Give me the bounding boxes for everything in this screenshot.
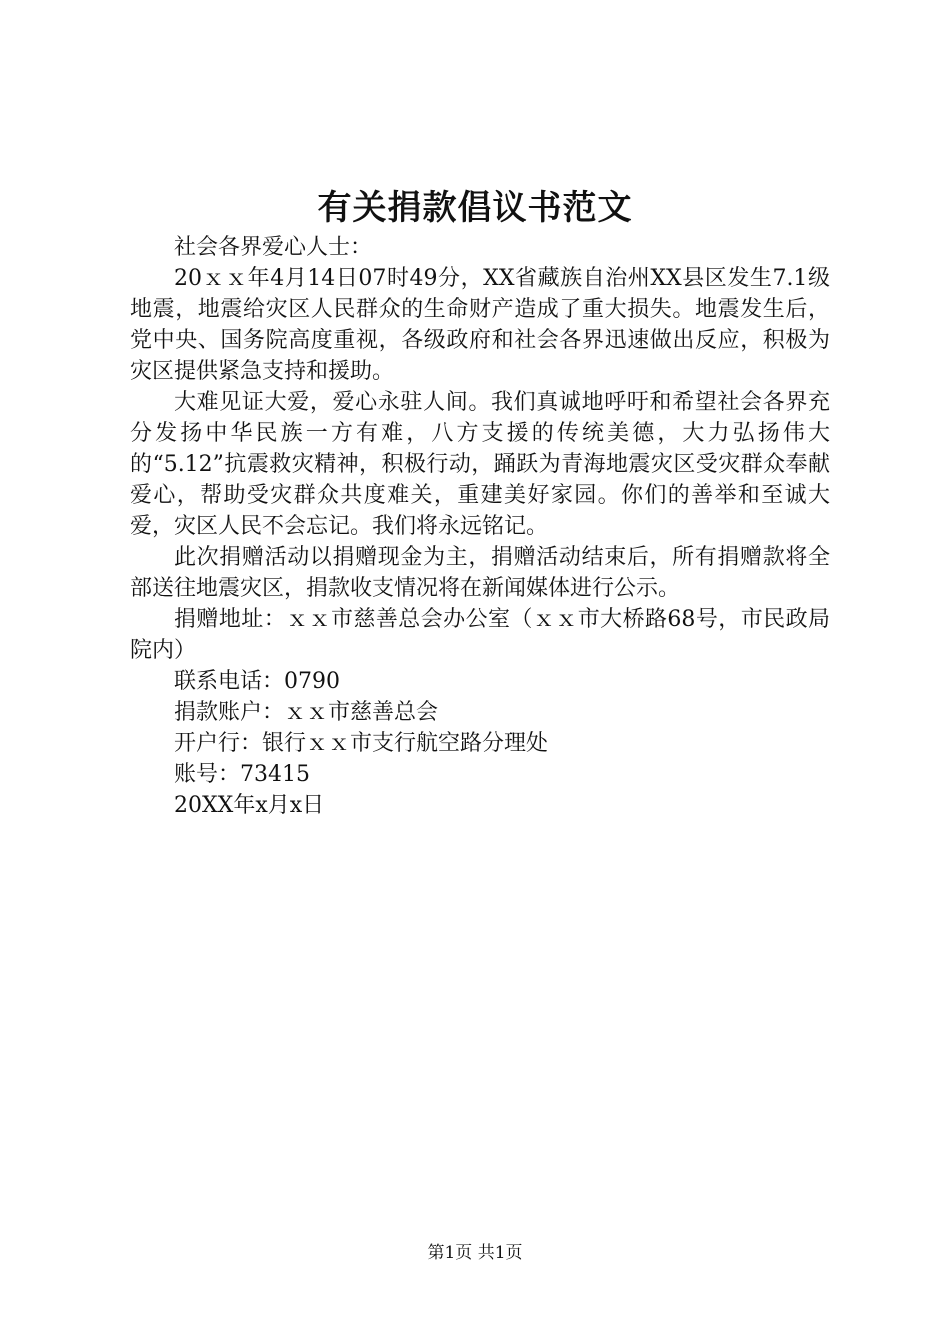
donation-account: 捐款账户：ｘｘ市慈善总会 [174, 700, 439, 725]
account-number: 账号：73415 [174, 762, 310, 787]
document-date: 20XX年x月x日 [174, 793, 325, 818]
paragraph-appeal: 大难见证大爱，爱心永驻人间。我们真诚地呼吁和希望社会各界充分发扬中华民族一方有难，八方支援的传统美德，大力弘扬伟大的“5.12”抗震救灾精神，积极行动，踊跃为青海地震灾区受灾群众奉献爱心，帮助受灾群众共度难关，重建美好家园。你们的善举和至诚大爱，灾区人民不会忘记。我们将永远铭记。 [130, 390, 830, 539]
page-footer: 第1页 共1页 [427, 1243, 523, 1263]
donation-address: 捐赠地址：ｘｘ市慈善总会办公室（ｘｘ市大桥路68号，市民政局院内） [130, 607, 830, 663]
bank-branch: 开户行：银行ｘｘ市支行航空路分理处 [174, 731, 549, 756]
paragraph-donation-info: 此次捐赠活动以捐赠现金为主，捐赠活动结束后，所有捐赠款将全部送往地震灾区，捐款收支情况将在新闻媒体进行公示。 [130, 545, 830, 601]
document-title: 有关捐款倡议书范文 [317, 188, 633, 228]
salutation: 社会各界爱心人士： [174, 235, 373, 260]
paragraph-earthquake-report: 20ｘｘ年4月14日07时49分，XX省藏族自治州XX县区发生7.1级地震，地震给灾区人民群众的生命财产造成了重大损失。地震发生后，党中央、国务院高度重视，各级政府和社会各界迅速做出反应，积极为灾区提供紧急支持和援助。 [130, 266, 830, 384]
document-body [130, 232, 830, 821]
contact-phone: 联系电话：0790 [174, 669, 340, 694]
